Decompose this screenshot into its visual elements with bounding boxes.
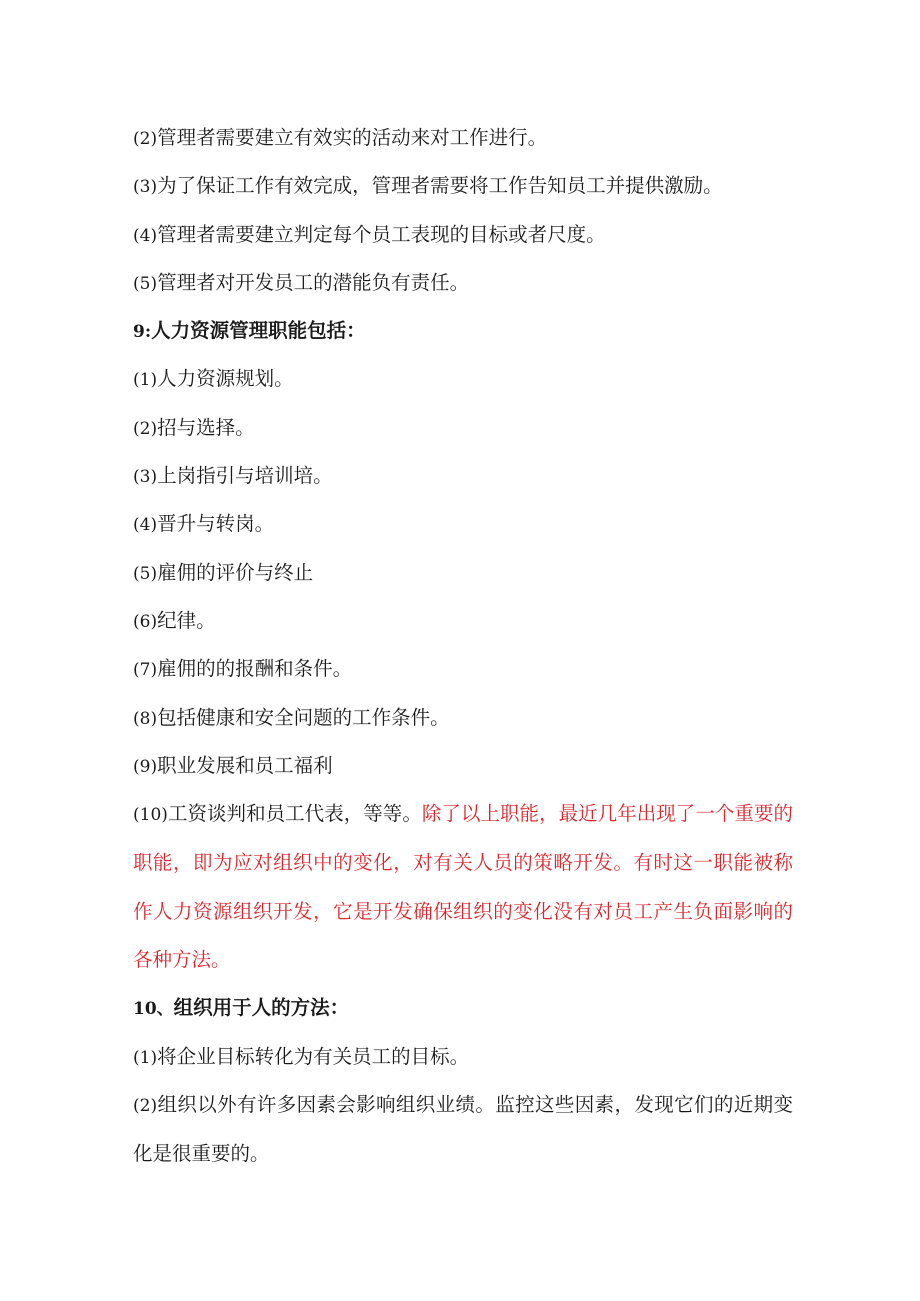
item-number: (3)	[133, 177, 158, 198]
item-number: (8)	[133, 708, 158, 729]
list-item	[133, 404, 793, 452]
list-item	[133, 742, 793, 790]
item-number: (3)	[133, 467, 158, 488]
list-item	[133, 645, 793, 693]
item-number: (2)	[133, 1095, 158, 1116]
item-text: 管理者需要建立判定每个员工表现的目标或者尺度。	[157, 222, 606, 246]
list-item	[133, 597, 793, 645]
item-number: (1)	[133, 370, 158, 391]
item-text: 为了保证工作有效完成，管理者需要将工作告知员工并提供激励。	[157, 174, 723, 198]
item-text: 雇佣的的报酬和条件。	[157, 657, 353, 681]
item-number: (4)	[133, 225, 158, 246]
list-item	[133, 355, 793, 403]
item-text: 管理者需要建立有效实的活动来对工作进行。	[157, 126, 548, 149]
item-text: 晋升与转岗。	[157, 512, 275, 536]
item-number: (7)	[133, 660, 158, 681]
item-number: (4)	[133, 515, 158, 536]
list-item-paragraph	[133, 790, 793, 984]
item-number: (2)	[133, 418, 158, 439]
heading-number: 10、	[133, 999, 174, 1020]
section-heading-10	[133, 984, 793, 1032]
item-number: (10)	[133, 805, 168, 826]
item-number: (5)	[133, 273, 158, 294]
list-item	[133, 259, 793, 307]
item-number: (2)	[133, 129, 158, 149]
section-heading-9	[133, 307, 793, 355]
item-text: 招与选择。	[157, 415, 255, 439]
list-item	[133, 549, 793, 597]
item-number: (9)	[133, 756, 158, 777]
item-text: 工资谈判和员工代表，等等。	[167, 802, 422, 826]
item-number: (1)	[133, 1047, 158, 1068]
item-text: 纪律。	[157, 608, 216, 632]
list-item	[133, 452, 793, 500]
list-item	[133, 1033, 793, 1081]
item-number: (5)	[133, 563, 158, 584]
item-text: 管理者对开发员工的潜能负有责任。	[157, 270, 470, 294]
item-text: 职业发展和员工福利	[157, 753, 333, 777]
item-text: 人力资源规划。	[157, 367, 294, 391]
list-item	[133, 694, 793, 742]
item-text: 包括健康和安全问题的工作条件。	[157, 705, 450, 729]
list-item	[133, 114, 793, 162]
item-text: 组织以外有许多因素会影响组织业绩。监控这些因素，发现它们的近期变化是很重要的。	[133, 1092, 793, 1166]
highlighted-text: 除了以上职能，最近几年出现了一个重要的职能，即为应对组织中的变化，对有关人员的策略开发。有时这一职能被称作人力资源组织开发，它是开发确保组织的变化没有对员工产生负面影响的各种方法。	[133, 802, 793, 972]
document-content	[133, 114, 793, 1179]
item-text: 将企业目标转化为有关员工的目标。	[157, 1044, 470, 1068]
list-item	[133, 500, 793, 548]
list-item	[133, 211, 793, 259]
heading-number: 9:	[133, 322, 152, 343]
item-text: 上岗指引与培训培。	[157, 464, 333, 488]
list-item-paragraph	[133, 1081, 793, 1179]
list-item	[133, 162, 793, 210]
item-text: 雇佣的评价与终止	[157, 560, 314, 584]
heading-title: 人力资源管理职能包括：	[151, 319, 366, 343]
item-number: (6)	[133, 611, 158, 632]
heading-title: 组织用于人的方法：	[173, 996, 350, 1020]
